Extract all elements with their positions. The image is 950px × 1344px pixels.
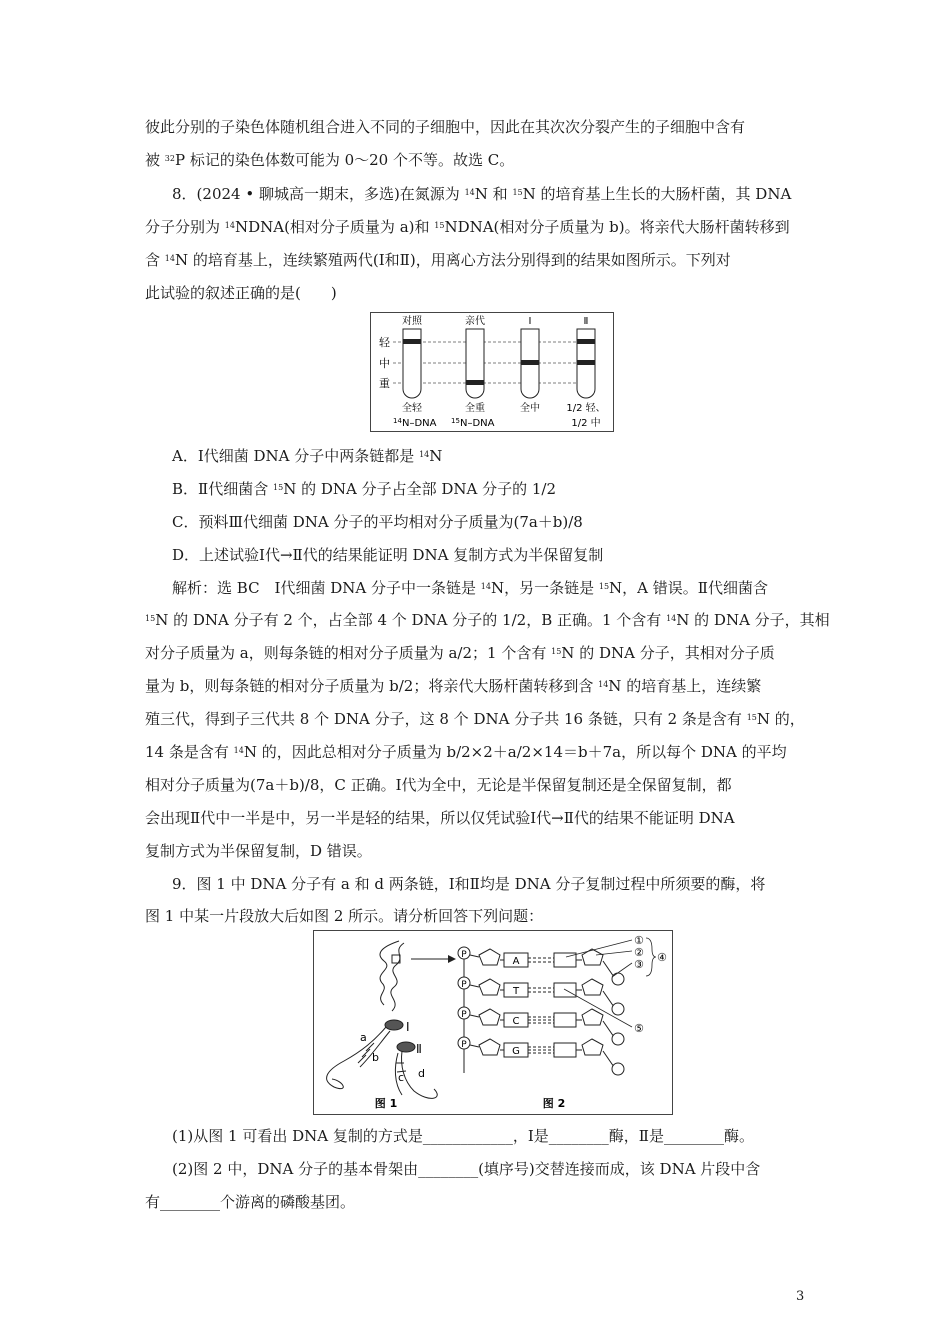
- analysis-line: 会出现Ⅱ代中一半是中，另一半是轻的结果，所以仅凭试验Ⅰ代→Ⅱ代的结果不能证明 DNA: [145, 809, 735, 827]
- question-8-line: 此试验的叙述正确的是( ): [145, 284, 337, 302]
- tube-caption-gen1: 全中: [520, 403, 540, 414]
- label-5: ⑤: [634, 1022, 644, 1035]
- enzyme-2-shape: [397, 1042, 415, 1052]
- page-number: 3: [796, 1289, 805, 1304]
- phosphate-label: P: [461, 1010, 467, 1020]
- option-c: C．预料Ⅲ代细菌 DNA 分子的平均相对分子质量为(7a＋b)/8: [172, 513, 583, 531]
- analysis-line: 相对分子质量为(7a＋b)/8，C 正确。Ⅰ代为全中，无论是半保留复制还是全保留复制，都: [145, 776, 732, 794]
- phosphate-label: P: [461, 980, 467, 990]
- parent-helix: [380, 941, 399, 1005]
- question-9-line: 9．图 1 中 DNA 分子有 a 和 d 两条链，Ⅰ和Ⅱ均是 DNA 分子复制过程中所须要的酶，将: [172, 875, 766, 893]
- enzyme-1-label: Ⅰ: [406, 1020, 410, 1034]
- caption-14n: N–DNA: [402, 418, 437, 429]
- bond: [470, 1015, 479, 1017]
- analysis-line: 殖三代，得到子三代共 8 个 DNA 分子，这 8 个 DNA 分子共 16 条链，只有 2 条是含有 $^{15}$N 的，: [145, 710, 805, 728]
- parent-helix: [391, 943, 404, 1011]
- dna-figure: [313, 930, 673, 1115]
- band-light: [403, 339, 421, 344]
- tube-header-gen1: Ⅰ: [528, 316, 532, 327]
- strand-b-label: b: [372, 1051, 379, 1064]
- deoxyribose: [582, 949, 603, 965]
- enzyme-1-shape: [385, 1020, 403, 1030]
- label-4: ④: [657, 951, 667, 964]
- phosphate-label: P: [461, 950, 467, 960]
- bond: [603, 991, 614, 1007]
- question-9-line: 图 1 中某一片段放大后如图 2 所示。请分析回答下列问题：: [145, 907, 544, 925]
- phosphate-label: P: [461, 1040, 467, 1050]
- text-line: 被 $^{32}$P 标记的染色体数可能为 0～20 个不等。故选 C。: [145, 151, 515, 169]
- question-8-line: 8．(2024 • 聊城高一期末，多选)在氮源为 $^{14}$N 和 $^{15}$N 的培育基上生长的大肠杆菌，其 DNA: [172, 185, 792, 203]
- band-middle: [521, 360, 539, 365]
- tube-header-gen2: Ⅱ: [583, 316, 589, 327]
- brace: [646, 938, 656, 976]
- option-a: A．Ⅰ代细菌 DNA 分子中两条链都是 $^{14}$N: [172, 447, 443, 465]
- figure-2-caption: 图 2: [542, 1097, 566, 1110]
- row-label-middle: 中: [379, 357, 390, 370]
- tube-caption-control: 全轻: [402, 403, 422, 414]
- tube-caption-parent: 全重: [465, 403, 485, 414]
- caption-sup: 15: [451, 417, 460, 425]
- deoxyribose: [479, 979, 500, 995]
- deoxyribose: [479, 1039, 500, 1055]
- base-a-label: A: [512, 956, 520, 967]
- bond: [470, 955, 479, 957]
- question-8-line: 分子分别为 $^{14}$NDNA(相对分子质量为 a)和 $^{15}$NDNA(相对分子质量为 b)。将亲代大肠杆菌转移到: [145, 218, 790, 236]
- deoxyribose: [479, 949, 500, 965]
- caption-15n: N–DNA: [460, 418, 495, 429]
- option-d: D．上述试验Ⅰ代→Ⅱ代的结果能证明 DNA 复制方式为半保留复制: [172, 546, 604, 564]
- base-c-label: C: [512, 1016, 520, 1027]
- deoxyribose: [582, 979, 603, 995]
- phosphate-right: [612, 973, 624, 985]
- row-label-light: 轻: [379, 336, 390, 349]
- base-t-label: T: [512, 986, 520, 997]
- label-2: ②: [634, 946, 644, 959]
- deoxyribose: [479, 1009, 500, 1025]
- deoxyribose: [582, 1039, 603, 1055]
- bond: [603, 1051, 614, 1067]
- analysis-line: 14 条是含有 $^{14}$N 的，因此总相对分子质量为 b/2×2＋a/2×14＝b＋7a，所以每个 DNA 的平均: [145, 743, 787, 761]
- callout-line: [596, 951, 632, 955]
- centrifuge-tubes-svg: [371, 313, 613, 431]
- band-middle: [577, 360, 595, 365]
- phosphate-right: [612, 1003, 624, 1015]
- row-label-heavy: 重: [379, 377, 390, 390]
- dna-figure-svg: [314, 931, 672, 1114]
- analysis-line: 复制方式为半保留复制，D 错误。: [145, 842, 372, 860]
- caption-sup: 14: [393, 417, 402, 425]
- base-g-label: G: [512, 1046, 520, 1057]
- question-8-line: 含 $^{14}$N 的培育基上，连续繁殖两代(Ⅰ和Ⅱ)，用离心方法分别得到的结果如图所示。下列对: [145, 251, 731, 269]
- bond: [470, 985, 479, 987]
- bond: [603, 961, 614, 977]
- tube-caption-gen2: 1/2 轻、: [566, 403, 606, 414]
- text-line: 彼此分别的子染色体随机组合进入不同的子细胞中，因此在其次次分裂产生的子细胞中含有: [145, 118, 746, 136]
- tube-parent: [466, 329, 484, 398]
- zoom-arrowhead: [448, 955, 456, 963]
- strand-d-label: d: [418, 1067, 425, 1080]
- tube-header-control: 对照: [402, 316, 422, 327]
- question-9-subquestion-1: (1)从图 1 可看出 DNA 复制的方式是____________，Ⅰ是________酶，Ⅱ是________酶。: [172, 1127, 754, 1145]
- analysis-line: $^{15}$N 的 DNA 分子有 2 个，占全部 4 个 DNA 分子的 1/2，B 正确。1 个含有 $^{14}$N 的 DNA 分子，其相: [145, 611, 830, 629]
- question-9-subquestion-2: 有________个游离的磷酸基团。: [145, 1193, 356, 1211]
- strand-a-label: a: [360, 1031, 367, 1044]
- strand-c-label: c: [398, 1071, 405, 1084]
- deoxyribose: [582, 1009, 603, 1025]
- phosphate-right: [612, 1033, 624, 1045]
- band-heavy: [466, 380, 484, 385]
- label-1: ①: [634, 934, 644, 947]
- analysis-line: 对分子质量为 a，则每条链的相对分子质量为 a/2；1 个含有 $^{15}$N 的 DNA 分子，其相对分子质: [145, 644, 775, 662]
- rung: [366, 1043, 374, 1051]
- tube-caption-gen2-b: 1/2 中: [571, 418, 601, 429]
- centrifuge-tubes-figure: [370, 312, 614, 432]
- analysis-line: 量为 b，则每条链的相对分子质量为 b/2；将亲代大肠杆菌转移到含 $^{14}$N 的培育基上，连续繁: [145, 677, 762, 695]
- analysis-line: 解析：选 BC Ⅰ代细菌 DNA 分子中一条链是 $^{14}$N，另一条链是 $^{15}$N，A 错误。Ⅱ代细菌含: [172, 579, 768, 597]
- figure-2-structure: [458, 947, 624, 1075]
- bond: [470, 1045, 479, 1047]
- label-3: ③: [634, 958, 644, 971]
- phosphate-right: [612, 1063, 624, 1075]
- base-box: [554, 1013, 576, 1027]
- base-box: [554, 1043, 576, 1057]
- figure-1-caption: 图 1: [374, 1097, 398, 1110]
- bond: [603, 1021, 614, 1037]
- band-light: [577, 339, 595, 344]
- tube-header-parent: 亲代: [465, 316, 485, 327]
- question-9-subquestion-2: (2)图 2 中，DNA 分子的基本骨架由________(填序号)交替连接而成，该 DNA 片段中含: [172, 1160, 761, 1178]
- option-b: B．Ⅱ代细菌含 $^{15}$N 的 DNA 分子占全部 DNA 分子的 1/2: [172, 480, 557, 498]
- enzyme-2-label: Ⅱ: [416, 1042, 422, 1056]
- rung: [362, 1049, 370, 1057]
